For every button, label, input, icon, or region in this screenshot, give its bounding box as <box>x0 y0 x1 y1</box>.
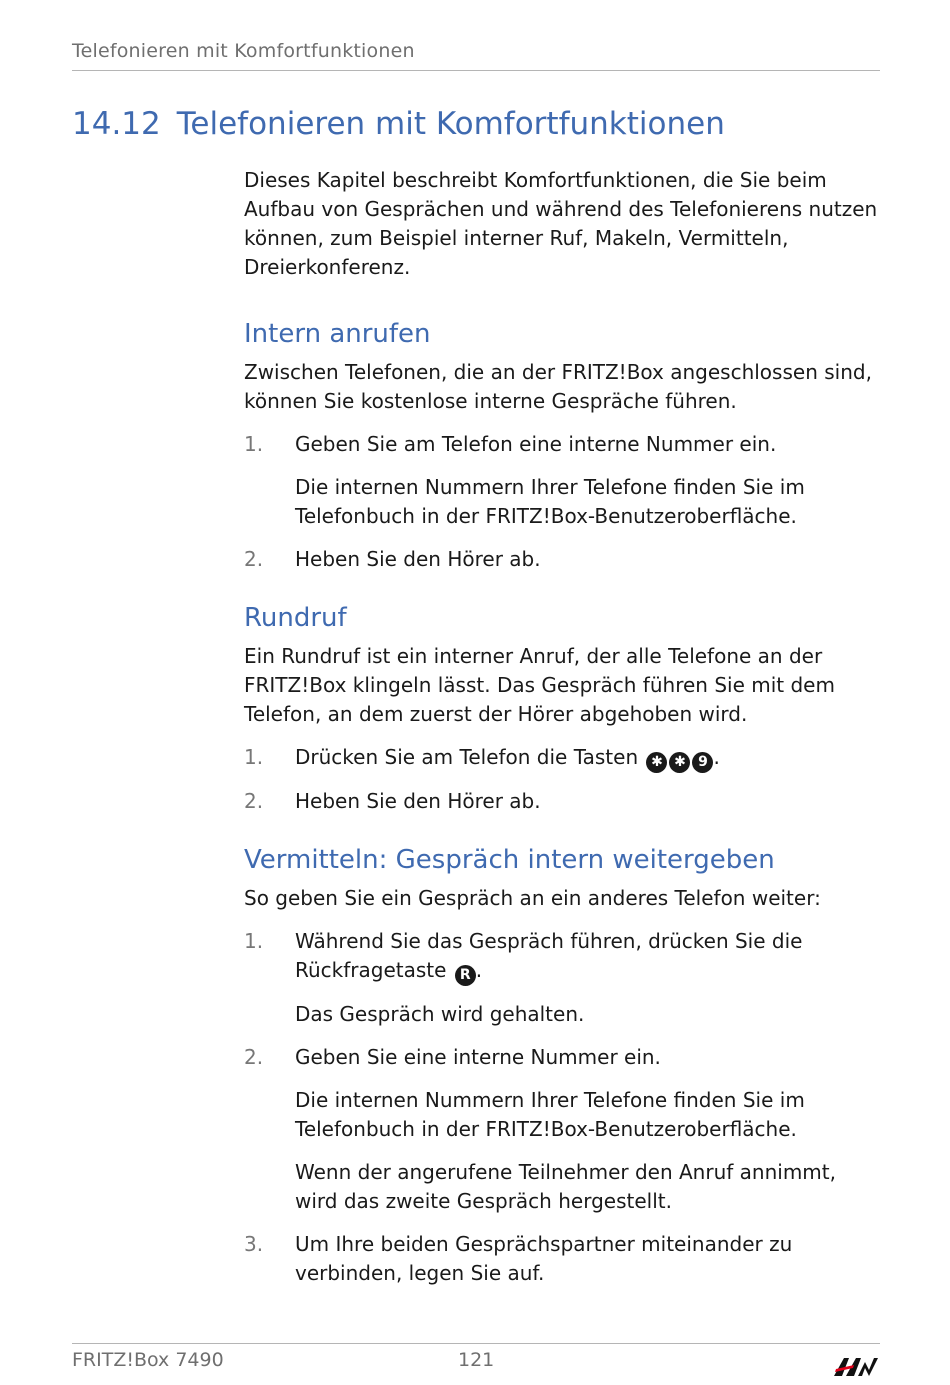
step-suffix: . <box>475 958 483 982</box>
section-title: Vermitteln: Gespräch intern weitergeben <box>244 845 775 875</box>
section-vermitteln <box>244 844 880 1288</box>
step-item <box>244 430 880 531</box>
step-note: Die internen Nummern Ihrer Telefone finden Sie im Telefonbuch in der FRITZ!Box-Benutzeroberfläche. <box>295 475 805 528</box>
section-title: Intern anrufen <box>244 319 431 349</box>
section-rundruf <box>244 602 880 816</box>
step-item <box>244 743 880 773</box>
step-list <box>244 430 880 574</box>
step-item <box>244 1043 880 1216</box>
step-item <box>244 787 880 816</box>
step-item <box>244 1230 880 1288</box>
chapter-title-text: Telefonieren mit Komfortfunktionen <box>176 106 725 142</box>
step-number: 1. <box>244 432 264 456</box>
section-paragraph: So geben Sie ein Gespräch an ein anderes Telefon weiter: <box>244 886 821 910</box>
step-number: 3. <box>244 1232 264 1256</box>
step-text: Geben Sie am Telefon eine interne Nummer ein. <box>295 432 777 456</box>
step-note: Wenn der angerufene Teilnehmer den Anruf annimmt, wird das zweite Gespräch hergestellt. <box>295 1160 836 1213</box>
chapter-title <box>72 106 880 142</box>
section-intern-anrufen <box>244 318 880 574</box>
step-number: 2. <box>244 547 264 571</box>
section-paragraph: Ein Rundruf ist ein interner Anruf, der alle Telefone an der FRITZ!Box klingeln lässt. Das Gespräch führen Sie mit dem Telefon, an dem zuerst der Hörer abgehoben wird. <box>244 644 835 726</box>
running-header: Telefonieren mit Komfortfunktionen <box>72 40 880 71</box>
step-text-line <box>295 927 880 986</box>
step-text: Um Ihre beiden Gesprächspartner miteinander zu verbinden, legen Sie auf. <box>295 1232 793 1285</box>
step-suffix: . <box>713 745 720 769</box>
step-note: Die internen Nummern Ihrer Telefone finden Sie im Telefonbuch in der FRITZ!Box-Benutzeroberfläche. <box>295 1088 805 1141</box>
section-paragraph: Zwischen Telefonen, die an der FRITZ!Box angeschlossen sind, können Sie kostenlose interne Gespräche führen. <box>244 360 872 413</box>
step-item <box>244 545 880 574</box>
page-footer <box>72 1343 880 1371</box>
step-text: Drücken Sie am Telefon die Tasten <box>295 745 639 769</box>
step-text: Geben Sie eine interne Nummer ein. <box>295 1045 661 1069</box>
chapter-number: 14.12 <box>72 106 161 142</box>
step-text-line <box>295 743 880 773</box>
r-key-icon: R <box>455 965 476 986</box>
step-text: Heben Sie den Hörer ab. <box>295 547 541 571</box>
step-list <box>244 927 880 1288</box>
page-number: 121 <box>458 1349 495 1371</box>
star-key-icon: ✱ <box>646 752 667 773</box>
step-text: Während Sie das Gespräch führen, drücken Sie die Rückfragetaste <box>295 929 803 982</box>
step-number: 2. <box>244 789 264 813</box>
step-text: Heben Sie den Hörer ab. <box>295 789 541 813</box>
main-content <box>244 166 880 1316</box>
star-key-icon: ✱ <box>669 752 690 773</box>
step-item <box>244 927 880 1029</box>
avm-logo-icon <box>832 1352 880 1378</box>
footer-product: FRITZ!Box 7490 <box>72 1349 224 1371</box>
step-note: Das Gespräch wird gehalten. <box>295 1002 585 1026</box>
step-number: 1. <box>244 929 264 953</box>
step-list <box>244 743 880 816</box>
section-title: Rundruf <box>244 603 347 633</box>
step-number: 1. <box>244 745 264 769</box>
intro-paragraph: Dieses Kapitel beschreibt Komfortfunktionen, die Sie beim Aufbau von Gesprächen und während des Telefonierens nutzen können, zum Beispiel interner Ruf, Makeln, Vermitteln, Dreierkonferenz. <box>244 168 878 279</box>
nine-key-icon: 9 <box>692 752 713 773</box>
step-number: 2. <box>244 1045 264 1069</box>
